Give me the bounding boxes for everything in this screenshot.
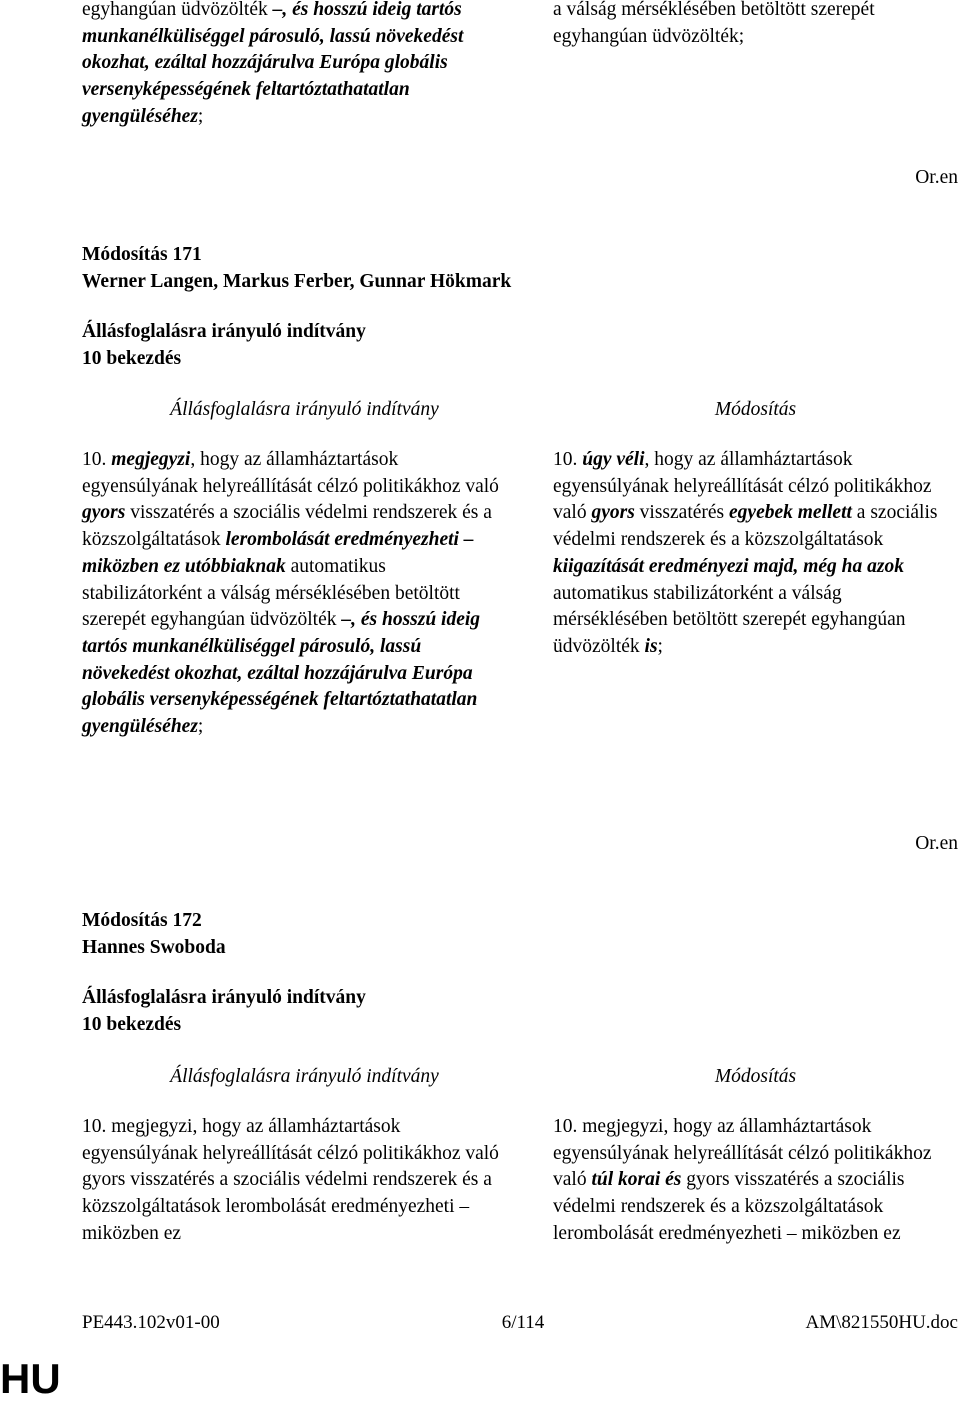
paragraph-reference: 10 bekezdés [82, 348, 182, 369]
amendment-title: Módosítás 172 [82, 910, 202, 931]
emphasized-text-run: úgy véli [582, 449, 645, 470]
emphasized-text-run: lerombolását eredményezheti – miközben ez utóbbiaknak [82, 529, 474, 577]
column-header-amendment: Módosítás [714, 399, 797, 420]
text-run: automatikus stabilizátorként a válság mérséklésében betöltött szerepét egyhangúan üdvözölték [553, 582, 906, 657]
text-run: visszatérés [634, 502, 730, 524]
text-run: , hogy az államháztartások egyensúlyának helyreállítását célzó politikákhoz való [553, 449, 932, 524]
document-type: Állásfoglalásra irányuló indítvány [82, 987, 366, 1008]
emphasized-text-run: –, és hosszú ideig tartós munkanélküliséggel párosuló, lassú növekedést okozhat, ezáltal hozzájárulva Európa globális versenyképességének feltartóztathatatlan gyengüléséhez [82, 0, 464, 127]
emphasized-text-run: megjegyzi [111, 449, 191, 470]
footer-page-number: 6/114 [501, 1312, 545, 1333]
amendment-title: Módosítás 171 [82, 244, 202, 265]
text-run: gyors visszatérés a szociális védelmi rendszerek és a közszolgáltatások lerombolását eredményezheti – miközben ez [553, 1169, 905, 1244]
emphasized-text-run: –, és hosszú ideig tartós munkanélküliséggel párosuló, lassú növekedést okozhat, ezáltal hozzájárulva Európa globális versenyképességének feltartóztathatatlan gyengüléséhez [82, 609, 481, 738]
text-run: a szociális védelmi rendszerek és a közszolgáltatások [553, 502, 938, 551]
carry-right-text [553, 0, 958, 50]
text-run: 10. [553, 449, 583, 470]
amendment-authors: Werner Langen, Markus Ferber, Gunnar Hökmark [82, 271, 512, 292]
original-language-tag: Or.en [915, 833, 958, 854]
text-run: visszatérés a szociális védelmi rendszerek és a közszolgáltatások [82, 502, 492, 551]
text-run: , hogy az államháztartások egyensúlyának helyreállítását célzó politikákhoz való [82, 449, 499, 497]
emphasized-text-run: kiigazítását eredményezi majd, még ha azok [553, 555, 904, 577]
amended-text [553, 1114, 958, 1248]
text-run: ; [197, 716, 204, 738]
text-run: 10. megjegyzi, hogy az államháztartások egyensúlyának helyreállítását célzó politikákhoz való [553, 1116, 932, 1191]
carry-left-text [82, 0, 502, 131]
text-run: automatikus stabilizátorként a válság mérséklésében betöltött szerepét egyhangúan üdvözölték [82, 555, 460, 631]
paragraph-reference: 10 bekezdés [82, 1014, 182, 1035]
original-text [82, 1114, 502, 1248]
amendment-authors: Hannes Swoboda [82, 937, 226, 958]
footer-document-reference: PE443.102v01-00 [82, 1312, 220, 1333]
column-header-original: Állásfoglalásra irányuló indítvány [170, 1066, 439, 1087]
text-run: egyhangúan üdvözölték [82, 0, 273, 20]
emphasized-text-run: is [644, 635, 658, 657]
text-run: 10. megjegyzi, hogy az államháztartások egyensúlyának helyreállítását célzó politikákhoz való gyors visszatérés a szociális védelmi rendszerek és a közszolgáltatások lerombolását eredményezheti – miközben ez [82, 1116, 499, 1244]
emphasized-text-run: egyebek mellett [729, 502, 852, 524]
footer-file-reference: AM\821550HU.doc [805, 1312, 958, 1333]
column-header-amendment: Módosítás [714, 1066, 797, 1087]
language-code: HU [0, 1355, 61, 1402]
original-language-tag: Or.en [915, 167, 958, 188]
column-header-original: Állásfoglalásra irányuló indítvány [170, 399, 439, 420]
text-run: ; [197, 105, 204, 127]
amended-text [553, 447, 958, 661]
document-type: Állásfoglalásra irányuló indítvány [82, 321, 366, 342]
emphasized-text-run: gyors [591, 502, 635, 524]
text-run: 10. [82, 449, 112, 470]
emphasized-text-run: gyors [82, 502, 126, 524]
text-run: ; [657, 635, 663, 657]
text-run: a válság mérséklésében betöltött szerepét egyhangúan üdvözölték; [553, 0, 875, 47]
emphasized-text-run: túl korai és [591, 1169, 682, 1191]
original-text [82, 447, 502, 741]
